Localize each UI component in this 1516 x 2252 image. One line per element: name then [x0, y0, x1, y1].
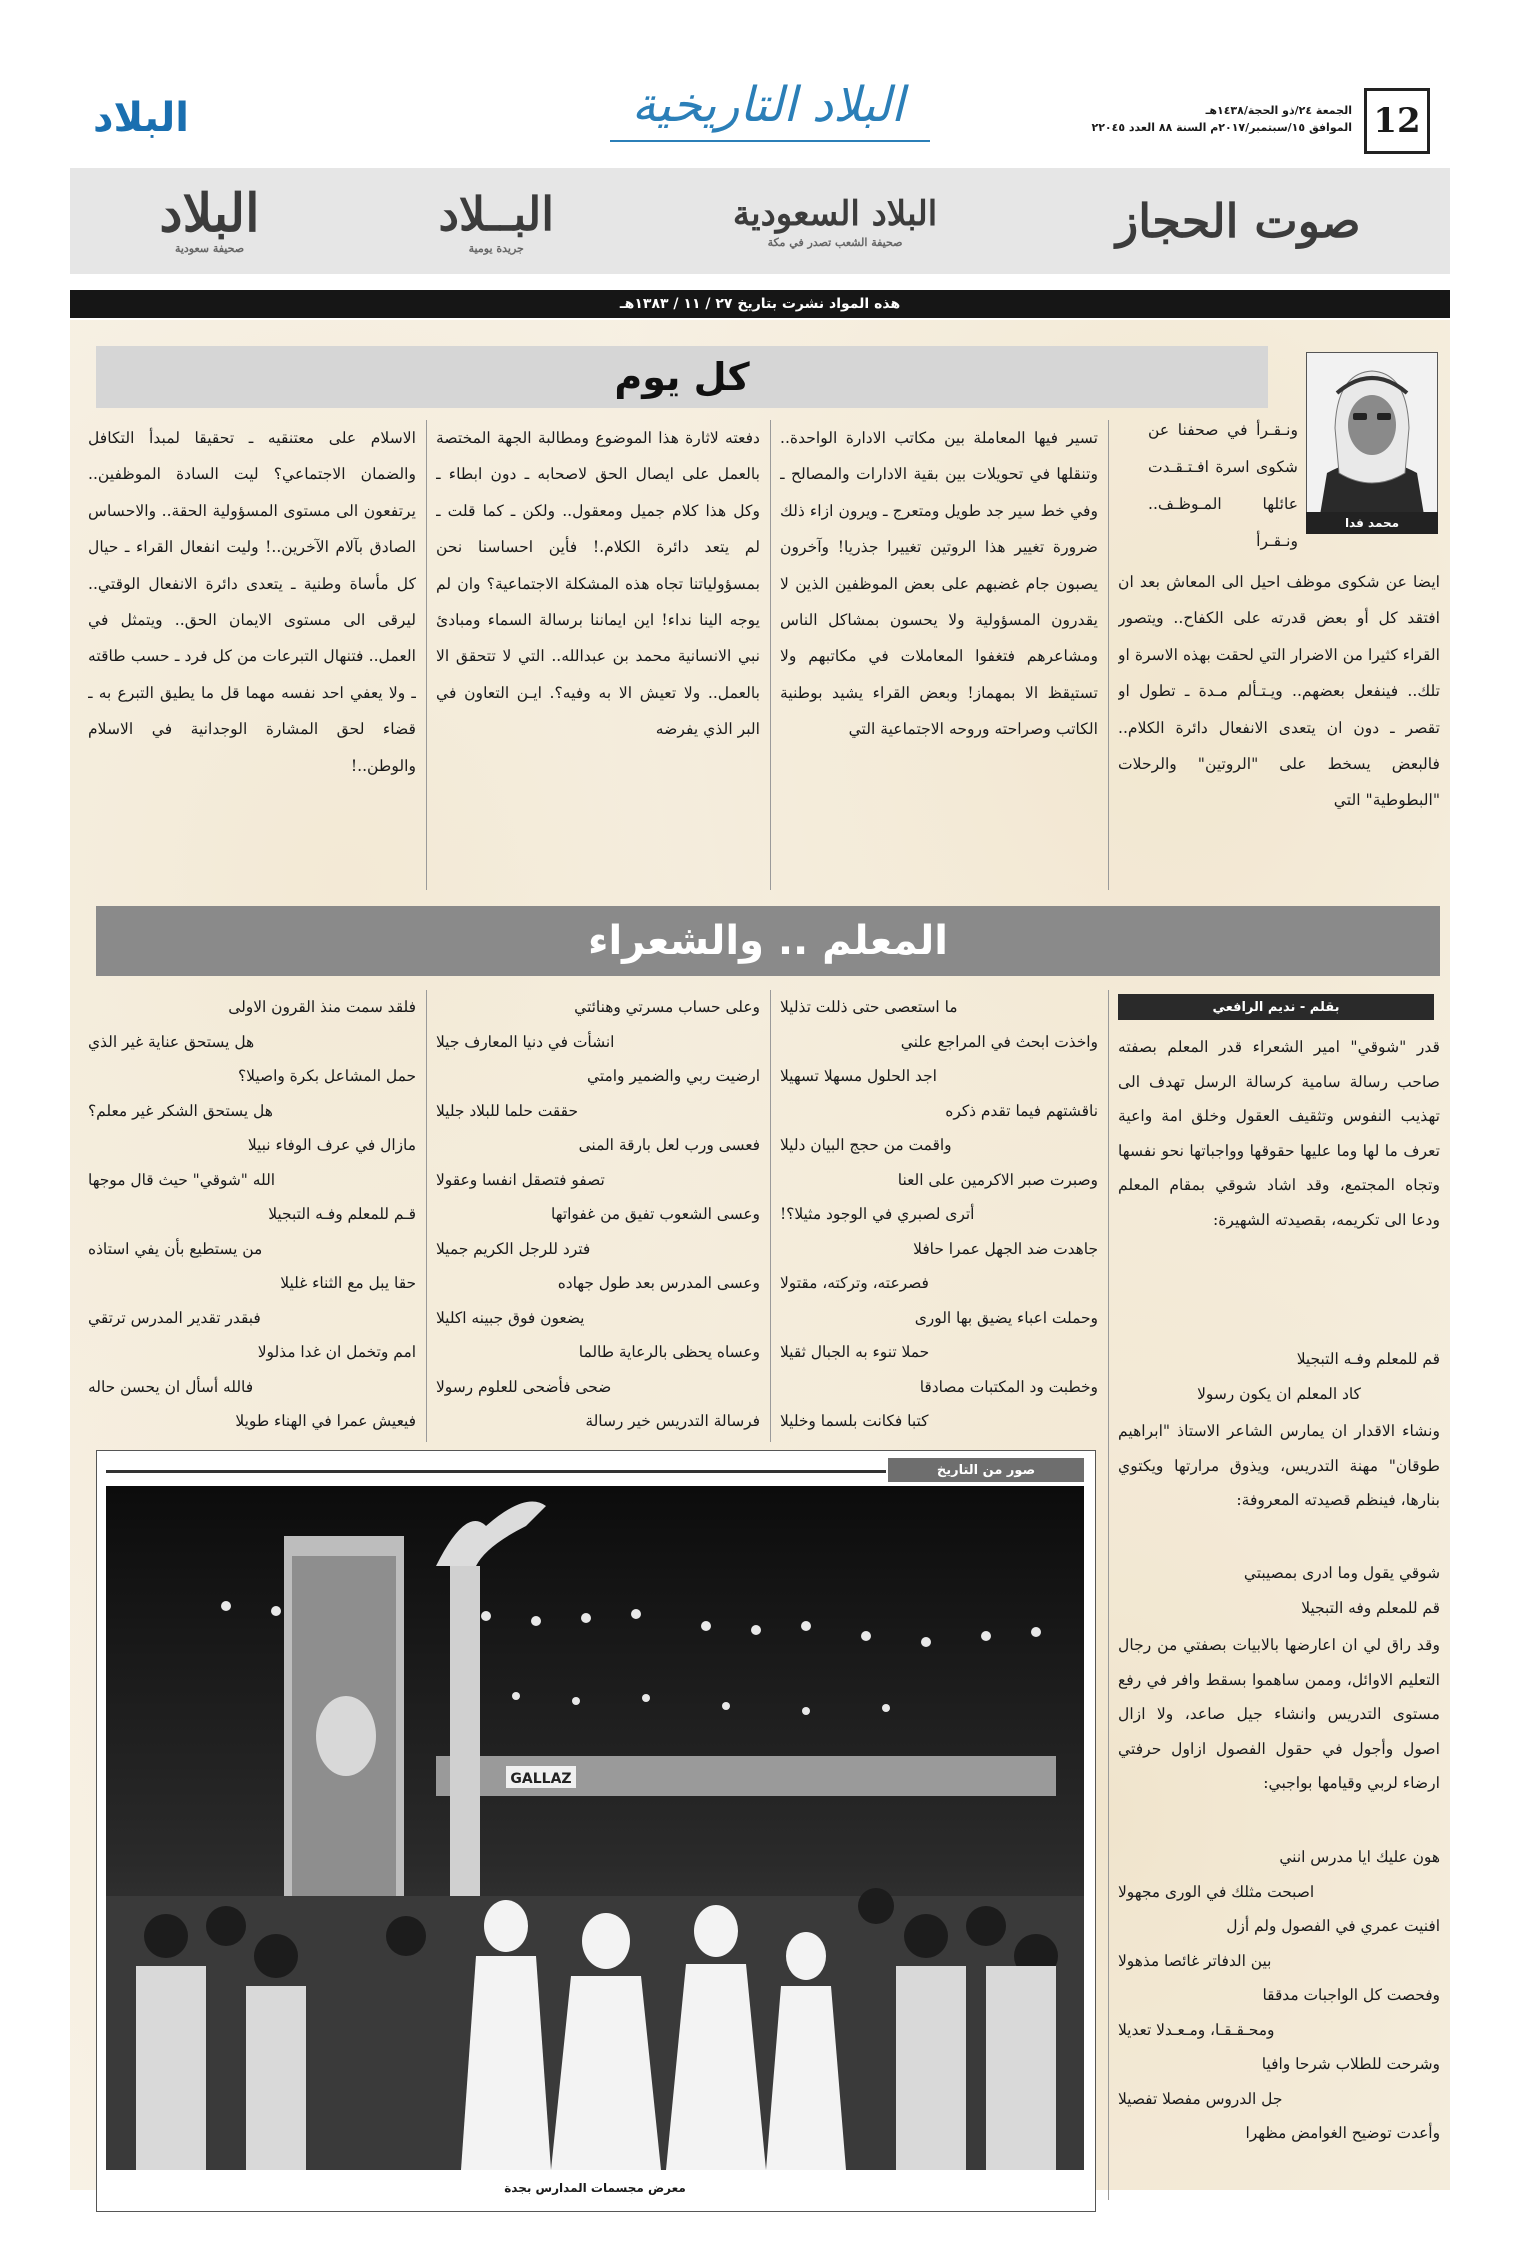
date-line-gregorian: الموافق ١٥/سبتمبر/٢٠١٧م السنة ٨٨ العدد ٢٢٠٤٥: [1091, 121, 1352, 134]
historic-mastheads-band: [70, 168, 1450, 274]
article1-col1-intro: ونـقـرأ في صحفنا عن شكوى اسرة افـتـقـدت عائلها المـوظـف.. ونـقـرأ: [1148, 421, 1298, 550]
historical-photo: [106, 1486, 1084, 2170]
masthead-underline: [610, 140, 930, 142]
section-title-teacher-poets: المعلم .. والشعراء: [96, 906, 1440, 976]
shop-sign-text: GALLAZ: [510, 1771, 572, 1787]
page-number: 12: [1364, 88, 1430, 154]
section-title-kull-yawm: كل يوم: [96, 346, 1268, 408]
issue-date: [1090, 102, 1352, 136]
article2-prose-1: قدر "شوقي" امير الشعراء قدر المعلم بصفته صاحب رسالة سامية كرسالة الرسل تهدف الى تهذيب النفوس وتثقيف العقول وخلق امة واعية تعرف ما لها وما عليها حقوقها وواجباتها نحو نفسها وتجاه المجتمع، وقد اشاد شوقي بمقام المعلم ودعا الى تكريمه، بقصيدته الشهيرة:: [1118, 1038, 1440, 1229]
article1-col4: الاسلام على معتنقيه ـ تحقيقا لمبدأ التكافل والضمان الاجتماعي؟ ليت السادة الموظفين.. يرتفعون الى مستوى المسؤولية الحقة.. والاحساس الصادق بآلام الآخرين..! وليت انفعال القراء ـ حيال كل مأساة وطنية ـ يتعدى دائرة الانفعال الوقتي.. ليرقى الى مستوى الايمان الحق.. ويتمثل في العمل.. فتنهال التبرعات من كل فرد ـ حسب طاقته ـ ولا يعفي احد نفسه مهما قل ما يطيق التبرع به ـ قضاء لحق المشارة الوجدانية في الاسلام والوطن..!: [88, 429, 416, 775]
photo-caption: معرض مجسمات المدارس بجدة: [504, 2181, 686, 2195]
old-masthead-2: البلاد السعودية صحيفة الشعب تصدر في مكة: [732, 194, 938, 249]
article1-col1: ايضا عن شكوى موظف احيل الى المعاش بعد ان افتقد كل أو بعض قدرته على الكفاح.. ويتصور القراء كثيرا من الاضرار التي لحقت بهذه الاسرة او تلك.. فينفعل بعضهم.. ويـتـألم مـدة ـ تطول او تقصر ـ دون ان يتعدى الانفعال دائرة الكلام.. فالبعض يسخط على "الروتين" والرحلات "البطوطية" التي: [1118, 573, 1440, 810]
masthead-title: البلاد التاريخية: [631, 77, 905, 133]
old-masthead-3: البــلاد جريدة يومية: [438, 187, 555, 255]
old-masthead-1: صوت الحجاز: [1116, 194, 1361, 248]
newspaper-logo: البلاد: [93, 95, 189, 141]
old-masthead-4: البلاد صحيفة سعودية: [159, 183, 260, 255]
column-rule: [426, 420, 427, 890]
article2-prose-3: وقد راق لي ان اعارضها بالابيات بصفتي من رجال التعليم الاوائل، وممن ساهموا بسقط وافر في رفع مستوى التدريس وانشاء جيل صاعد، ولا ازال اصول وأجول في حقول الفصول ازاول حرفتي ارضاء لربي وقيامها بواجبي:: [1118, 1636, 1440, 1792]
photo-header-rule: [106, 1470, 886, 1473]
publication-date-notice: هذه المواد نشرت بتاريخ ٢٧ / ١١ / ١٣٨٣هـ: [70, 290, 1450, 318]
article2-verse-a: قم للمعلم وفـه التبجيلا كاد المعلم ان يكون رسولا: [1197, 1350, 1440, 1403]
article2-poem-col1: هون عليك ايا مدرس انني اصبحت مثلك في الورى مجهولا افنيت عمري في الفصول ولم أزل بين الدفاتر غائصا مذهولا وفحصت كل الواجبات مدققا ومحـقـقـا، ومـعـدلا تعديلا وشرحت للطلاب شرحا وافيا جل الدروس مفصلا تفصيلا وأعدت توضيح الغوامض مظهرا: [1118, 1848, 1440, 2142]
column-rule: [1108, 990, 1109, 2200]
date-line-hijri: الجمعة ٢٤/ذو الحجة/١٤٣٨هـ: [1205, 104, 1352, 117]
article1-col2: تسير فيها المعاملة بين مكاتب الادارة الواحدة.. وتنقلها في تحويلات بين بقية الادارات والمصالح ـ وفي خط سير جد طويل ومتعرج ـ ويرون ازاء ذلك ضرورة تغيير هذا الروتين تغييرا جذريا! وآخرون يصبون جام غضبهم على بعض الموظفين الذين لا يقدرون المسؤولية ولا يحسون بمشاكل الناس ومشاعرهم فتغفوا المعاملات في مكاتبهم ولا تستيقظ الا بمهماز! وبعض القراء يشيد بوطنية الكاتب وصراحته وروحه الاجتماعية التي: [780, 429, 1098, 739]
article2-prose-2: ونشاء الاقدار ان يمارس الشاعر الاستاذ "ابراهيم طوقان" مهنة التدريس، ويذوق مرارتها ويكتوي بنارها، فينظم قصيدته المعروفة:: [1118, 1422, 1440, 1509]
article2-verse-b: شوقي يقول وما ادرى بمصيبتي قم للمعلم وفه التبجيلا: [1243, 1564, 1440, 1617]
article2-poem-col4: فلقد سمت منذ القرون الاولى هل يستحق عناية غير الذي حمل المشاعل بكرة واصيلا؟ هل يستحق الشكر غير معلم؟ مازال في عرف الوفاء نبيلا الله "شوقي" حيث قال موجها قـم للمعلم وفـه التبجيلا من يستطيع بأن يفي استاذه حقا يبل مع الثناء غليلا فبقدر تقدير المدرس ترتقي امم وتخمل ان غدا مذلولا فالله أسأل ان يحسن حاله فيعيش عمرا في الهناء طويلا: [88, 998, 416, 1430]
photo-section-label: صور من التاريخ: [888, 1458, 1084, 1482]
article2-byline: بقلم - نديم الرافعي: [1118, 994, 1434, 1020]
article2-poem-col3: وعلى حساب مسرتي وهنائتي انشأت في دنيا المعارف جيلا ارضيت ربي والضمير وامتي حققت حلما للبلاد جليلا فعسى ورب لعل بارقة المنى تصفو فتصقل انفسا وعقولا وعسى الشعوب تفيق من غفواتها فترد للرجل الكريم جميلا وعسى المدرس بعد طول جهاده يضعون فوق جبينه اكليلا وعساه يحظى بالرعاية طالما ضحى فأضحى للعلوم رسولا فرسالة التدريس خير رسالة: [436, 998, 760, 1430]
author-portrait: [1306, 352, 1438, 534]
author-name: محمد فدا: [1306, 512, 1438, 534]
article1-col3: دفعته لاثارة هذا الموضوع ومطالبة الجهة المختصة بالعمل على ايصال الحق لاصحابه ـ دون ابطاء ـ وكل هذا كلام جميل ومعقول.. ولكن ـ كما قلت ـ لم يتعد دائرة الكلام.! فأين احساسنا نحن بمسؤولياتنا تجاه هذه المشكلة الاجتماعية؟ وان لم يوجه الينا نداء! اين ايماننا برسالة السماء ومبادئ نبي الانسانية محمد بن عبدالله.. التي لا تتحقق الا بالعمل.. ولا تعيش الا به وفيه؟. ايـن التعاون في البر الذي يفرضه: [436, 429, 760, 739]
article2-poem-col2: ما استعصى حتى ذللت تذليلا واخذت ابحث في المراجع علني اجد الحلول مسهلا تسهيلا ناقشتهم فيما تقدم ذكره واقمت من حجج البيان دليلا وصبرت صبر الاكرمين على العنا أترى لصبري في الوجود مثيلا؟! جاهدت ضد الجهل عمرا حافلا فصرعته، وتركته، مقتولا وحملت اعباء يضيق بها الورى حملا تنوء به الجبال ثقيلا وخطبت ود المكتبات مصادقا كتبا فكانت بلسما وخليلا: [780, 998, 1098, 1430]
column-rule: [770, 420, 771, 890]
column-rule: [1108, 420, 1109, 890]
column-rule: [770, 990, 771, 1442]
column-rule: [426, 990, 427, 1442]
